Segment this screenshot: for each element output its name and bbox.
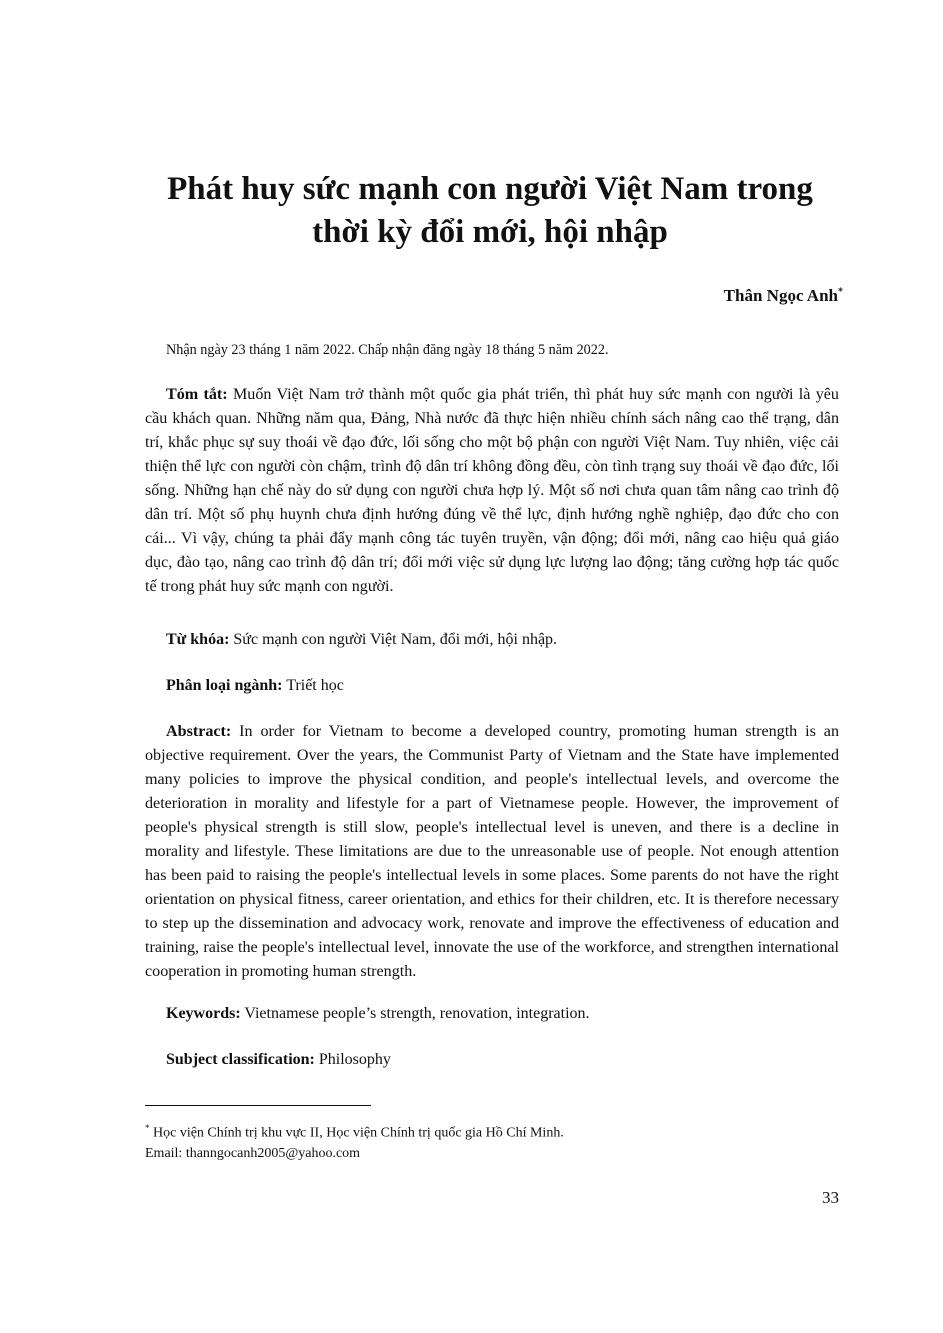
footnote <box>145 1118 564 1164</box>
footnote-affiliation <box>145 1118 564 1144</box>
summary-text: Muốn Việt Nam trở thành một quốc gia phát triển, thì phát huy sức mạnh con người là yêu cầu khách quan. Những năm qua, Đảng, Nhà nước đã thực hiện nhiều chính sách nâng cao thể trạng, dân trí, khắc phục sự suy thoái về đạo đức, lối sống cho một bộ phận con người Việt Nam. Tuy nhiên, việc cải thiện thể lực con người còn chậm, trình độ dân trí không đồng đều, còn tình trạng suy thoái về đạo đức, lối sống. Những hạn chế này do sử dụng con người chưa hợp lý. Một số nơi chưa quan tâm nâng cao trình độ dân trí. Một số phụ huynh chưa định hướng đúng về thể lực, định hướng nghề nghiệp, đạo đức cho con cái... Vì vậy, chúng ta phải đẩy mạnh công tác tuyên truyền, vận động; đổi mới, nâng cao hiệu quả giáo dục, đào tạo, nâng cao trình độ dân trí; đổi mới việc sử dụng lực lượng lao động; tăng cường hợp tác quốc tế trong phát huy sức mạnh con người. <box>145 386 839 595</box>
en-keywords-text: Vietnamese people’s strength, renovation, integration. <box>244 1005 590 1022</box>
vi-keywords-label: Từ khóa: <box>166 631 230 648</box>
footnote-mark: * <box>145 1123 150 1133</box>
footnote-divider <box>145 1105 371 1106</box>
vietnamese-summary <box>145 383 839 599</box>
title-line-1: Phát huy sức mạnh con người Việt Nam trong <box>167 171 813 207</box>
vietnamese-classification <box>166 677 344 695</box>
article-title <box>120 168 860 254</box>
abstract-text: In order for Vietnam to become a developed country, promoting human strength is an objective requirement. Over the years, the Communist Party of Vietnam and the State have implemented many policies to improve the physical condition, and people's intellectual levels, and overcome the deterioration in morality and lifestyle for a part of Vietnamese people. However, the improvement of people's physical strength is still slow, people's intellectual level is uneven, and there is a decline in morality and lifestyle. These limitations are due to the unreasonable use of people. Not enough attention has been paid to raising the people's intellectual levels in some places. Some parents do not have the right orientation on physical fitness, career orientation, and ethics for their children, etc. It is therefore necessary to step up the dissemination and advocacy work, renovate and improve the effectiveness of education and training, raise the people's intellectual level, innovate the use of the workforce, and strengthen international cooperation in promoting human strength. <box>145 723 839 980</box>
footnote-email: Email: thanngocanh2005@yahoo.com <box>145 1145 361 1161</box>
english-classification <box>166 1051 391 1069</box>
en-class-label: Subject classification: <box>166 1051 315 1068</box>
english-abstract <box>145 720 839 984</box>
english-keywords <box>166 1005 590 1023</box>
page-number: 33 <box>822 1188 839 1207</box>
en-class-text: Philosophy <box>318 1051 391 1068</box>
vietnamese-keywords <box>166 631 557 649</box>
vi-class-label: Phân loại ngành: <box>166 677 283 694</box>
author-footnote-mark: * <box>838 286 843 298</box>
author-text: Thân Ngọc Anh <box>723 286 838 305</box>
vi-class-text: Triết học <box>286 677 344 694</box>
summary-label: Tóm tắt: <box>166 386 228 403</box>
title-line-2: thời kỳ đổi mới, hội nhập <box>312 214 668 250</box>
author-name <box>724 286 843 306</box>
en-keywords-label: Keywords: <box>166 1005 241 1022</box>
received-date: Nhận ngày 23 tháng 1 năm 2022. Chấp nhận đăng ngày 18 tháng 5 năm 2022. <box>166 342 609 358</box>
abstract-label: Abstract: <box>166 723 232 740</box>
vi-keywords-text: Sức mạnh con người Việt Nam, đổi mới, hội nhập. <box>233 631 558 648</box>
affiliation-text: Học viện Chính trị khu vực II, Học viện Chính trị quốc gia Hồ Chí Minh. <box>153 1125 564 1141</box>
